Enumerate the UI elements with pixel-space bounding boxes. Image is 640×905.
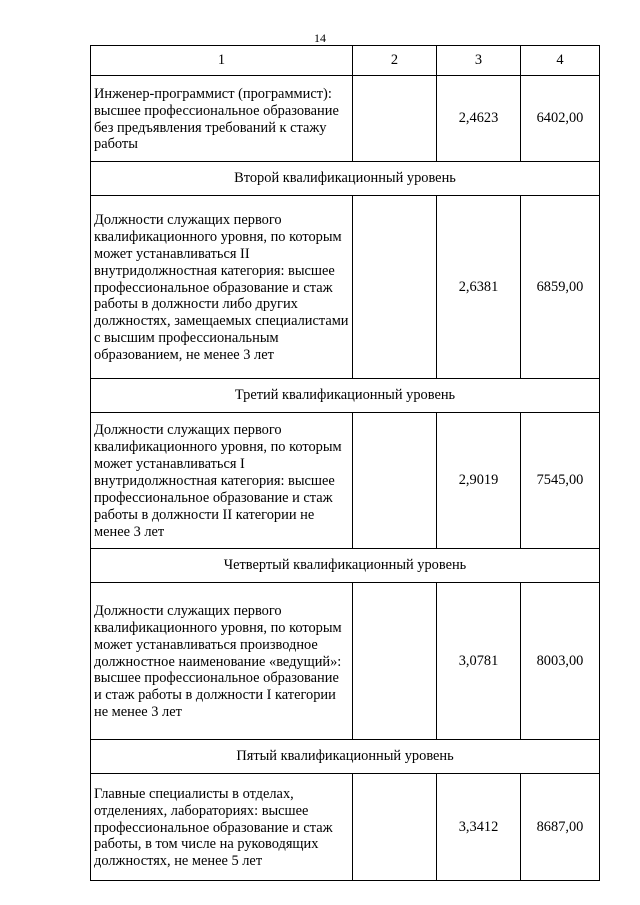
page-number: 14: [314, 31, 326, 45]
position-description: Должности служащих первого квалификационного уровня, по которым может устанавливаться II внутридолжностная категория: высшее профессиональное образование и стаж работы в должности либо других должностях, замещаемых специалистами с высшим профессиональным образованием, не менее 3 лет: [91, 196, 353, 379]
salary-cell: 8003,00: [521, 583, 600, 740]
column-header: 2: [353, 46, 437, 76]
level-heading: Пятый квалификационный уровень: [91, 740, 600, 774]
level-heading-row: [91, 162, 600, 196]
column-header: 1: [91, 46, 353, 76]
table-row: [91, 583, 600, 740]
coefficient-cell: 2,4623: [437, 76, 521, 162]
salary-cell: 8687,00: [521, 774, 600, 881]
table-row: [91, 774, 600, 881]
coefficient-cell: 2,9019: [437, 413, 521, 549]
level-heading-row: [91, 549, 600, 583]
table-header-row: [91, 46, 600, 76]
table-row: [91, 413, 600, 549]
coefficient-cell: 3,3412: [437, 774, 521, 881]
empty-cell: [353, 774, 437, 881]
coefficient-cell: 2,6381: [437, 196, 521, 379]
level-heading: Второй квалификационный уровень: [91, 162, 600, 196]
column-header: 4: [521, 46, 600, 76]
empty-cell: [353, 413, 437, 549]
table-row: [91, 196, 600, 379]
position-description: Инженер-программист (программист): высшее профессиональное образование без предъявления требований к стажу работы: [91, 76, 353, 162]
salary-cell: 6402,00: [521, 76, 600, 162]
empty-cell: [353, 583, 437, 740]
level-heading: Четвертый квалификационный уровень: [91, 549, 600, 583]
salary-table: [90, 45, 600, 881]
empty-cell: [353, 196, 437, 379]
salary-cell: 6859,00: [521, 196, 600, 379]
level-heading-row: [91, 379, 600, 413]
salary-cell: 7545,00: [521, 413, 600, 549]
level-heading: Третий квалификационный уровень: [91, 379, 600, 413]
coefficient-cell: 3,0781: [437, 583, 521, 740]
position-description: Главные специалисты в отделах, отделениях, лабораториях: высшее профессиональное образование и стаж работы, в том числе на руководящих должностях, не менее 5 лет: [91, 774, 353, 881]
empty-cell: [353, 76, 437, 162]
position-description: Должности служащих первого квалификационного уровня, по которым может устанавливаться I внутридолжностная категория: высшее профессиональное образование и стаж работы в должности II категории не менее 3 лет: [91, 413, 353, 549]
level-heading-row: [91, 740, 600, 774]
column-header: 3: [437, 46, 521, 76]
position-description: Должности служащих первого квалификационного уровня, по которым может устанавливаться производное должностное наименование «ведущий»: высшее профессиональное образование и стаж работы в должности I категории не менее 3 лет: [91, 583, 353, 740]
table-row: [91, 76, 600, 162]
